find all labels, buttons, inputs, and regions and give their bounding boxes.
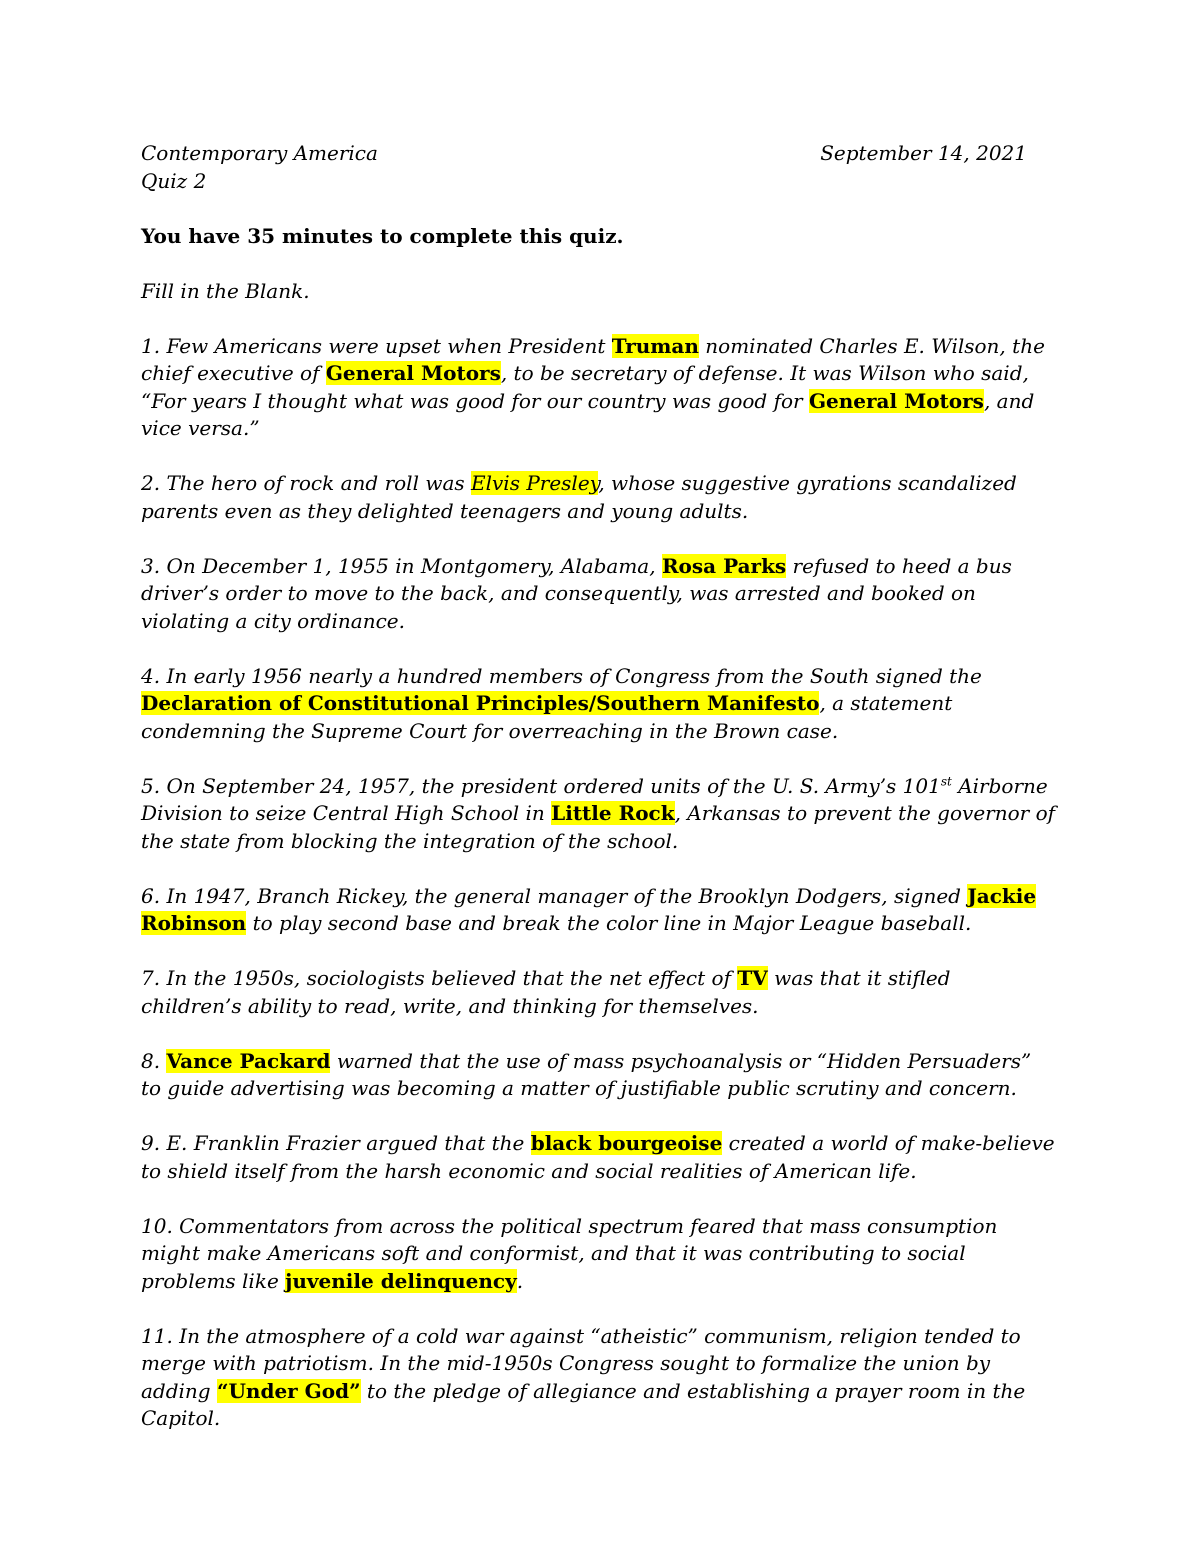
question-3 [141,553,1056,636]
question-text: created a world of make-believe to shield itself from the harsh economic and social realities of American life. [141,1131,1055,1183]
question-6 [141,883,1056,938]
answer-highlight: Declaration of Constitutional Principles/Southern Manifesto [141,691,820,715]
question-text: . [516,1268,524,1293]
question-text: , to be secretary of defense. It was Wilson who said, “For years I thought what was good for our country was good for [141,361,1029,413]
question-text: warned that the use of mass psychoanalysis or “Hidden Persuaders” to guide advertising was becoming a matter of justifiable public scrutiny and concern. [141,1048,1032,1100]
question-text: 2. The hero of rock and roll was [141,471,471,495]
course-title: Contemporary America [141,141,378,165]
question-text: , and vice versa.” [141,388,1035,440]
question-5 [141,773,1056,856]
question-text: to play second base and break the color line in Major League baseball. [246,911,972,935]
answer-highlight: TV [737,966,768,990]
question-text: refused to heed a bus driver’s order to move to the back, and consequently, was arrested and booked on violating a city ordinance. [141,553,1012,633]
header-row [141,140,1056,168]
question-1 [141,333,1056,443]
answer-highlight: Elvis Presley [471,471,599,495]
question-4 [141,663,1056,746]
question-text: 8. [141,1048,167,1073]
question-8 [141,1048,1056,1103]
question-text: was that it stifled children’s ability to read, write, and thinking for themselves. [141,966,951,1018]
instructions: You have 35 minutes to complete this quiz. [141,223,624,248]
answer-highlight: Truman [611,333,699,358]
answer-highlight: General Motors [325,361,501,385]
question-text: 7. In the 1950s, sociologists believed that the net effect of [141,966,738,990]
question-text: , whose suggestive gyrations scandalized parents even as they delighted teenagers and young adults. [141,471,1017,523]
answer-highlight: “Under God” [216,1378,361,1403]
quiz-label: Quiz 2 [141,168,207,193]
question-text: 3. On December 1, 1955 in Montgomery, Alabama, [141,553,662,578]
answer-highlight: Vance Packard [166,1048,331,1073]
question-text: 10. Commentators from across the political spectrum feared that mass consumption might make Americans soft and conformist, and that it was contributing to social problems like [141,1213,998,1293]
quiz-date: September 14, 2021 [820,141,1027,165]
document-body [141,140,1056,1433]
question-text: nominated Charles E. Wilson, the chief executive of [141,333,1045,385]
answer-highlight: Little Rock [551,801,675,825]
answer-highlight: juvenile delinquency [285,1268,517,1293]
answer-highlight: black bourgeoise [530,1131,723,1155]
question-text: 4. In early 1956 nearly a hundred members of Congress from the South signed the [141,663,982,688]
question-text: to the pledge of allegiance and establishing a prayer room in the Capitol. [141,1378,1026,1430]
question-list [141,333,1056,1433]
question-text: 1. Few Americans were upset when President [141,333,612,358]
section-label: Fill in the Blank. [141,278,310,303]
question-text: Airborne Division to seize Central High School in [141,773,1048,825]
answer-highlight: General Motors [808,388,984,413]
answer-highlight: Jackie Robinson [141,883,1037,935]
question-text: 6. In 1947, Branch Rickey, the general manager of the Brooklyn Dodgers, signed [141,883,968,908]
question-11 [141,1323,1056,1433]
question-text: 9. E. Franklin Frazier argued that the [141,1131,531,1155]
question-text: , a statement condemning the Supreme Court for overreaching in the Brown case. [141,691,953,743]
question-7 [141,965,1056,1020]
ordinal-suffix: st [940,773,952,788]
question-9 [141,1130,1056,1185]
question-text: 5. On September 24, 1957, the president ordered units of the U. S. Army’s 101 [141,773,941,798]
answer-highlight: Rosa Parks [661,553,787,578]
question-text: , Arkansas to prevent the governor of the state from blocking the integration of the school. [141,801,1056,853]
question-10 [141,1213,1056,1296]
question-2 [141,470,1056,525]
question-text: 11. In the atmosphere of a cold war against “atheistic” communism, religion tended to merge with patriotism. In the mid-1950s Congress sought to formalize the union by adding [141,1323,1021,1403]
